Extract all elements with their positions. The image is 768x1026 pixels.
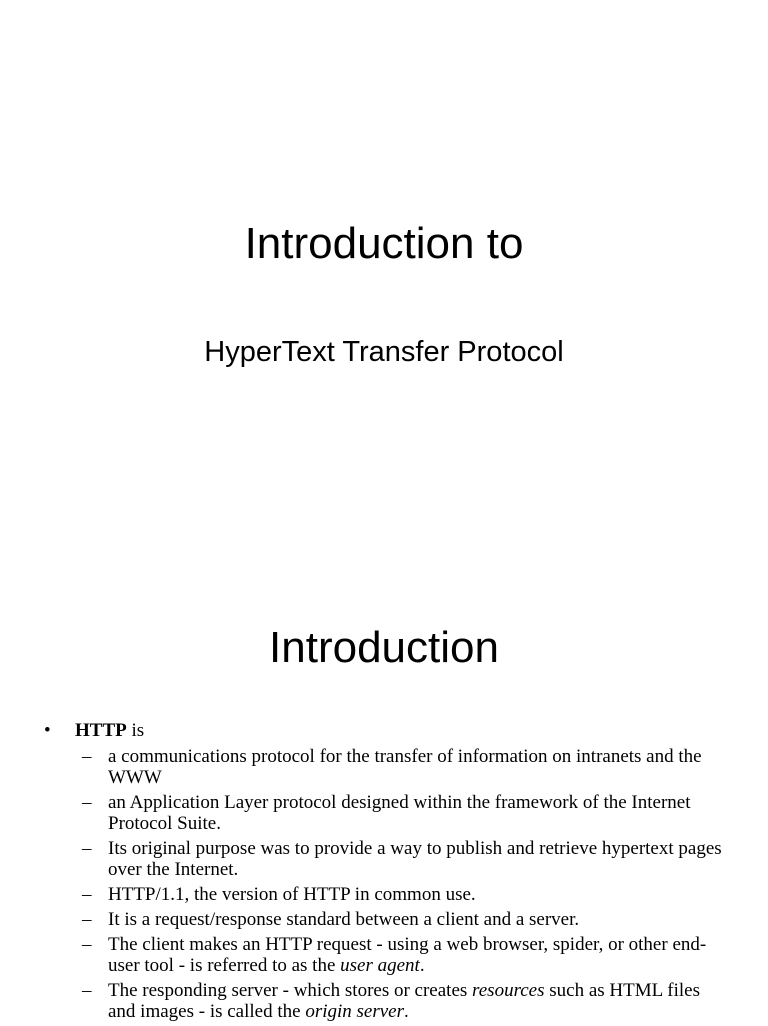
text-run: Its original purpose was to provide a way to publish and retrieve hypertext pages over the Internet.: [108, 838, 722, 880]
sub-bullet-item: [0, 909, 768, 930]
bullet-item: [0, 720, 768, 746]
sub-bullet-text: [108, 909, 579, 930]
sub-bullet-marker: –: [82, 909, 92, 930]
sub-bullet-text: [108, 792, 690, 834]
slide-body: [0, 720, 768, 1026]
text-run: HTTP/1.1, the version of HTTP in common use.: [108, 884, 476, 905]
text-run: .: [404, 1001, 409, 1022]
sub-bullet-text: [108, 980, 700, 1022]
introduction-slide: [0, 560, 768, 1024]
sub-bullet-list: [0, 746, 768, 1022]
sub-bullet-text: [108, 884, 476, 905]
text-run: such as HTML files and images - is called the: [108, 980, 701, 1022]
sub-bullet-item: [0, 838, 768, 880]
italic-term: user agent: [340, 955, 420, 976]
sub-bullet-text: [108, 934, 706, 976]
slide-heading: Introduction: [269, 623, 499, 672]
sub-bullet-marker: –: [82, 746, 92, 767]
sub-bullet-marker: –: [82, 934, 92, 955]
italic-term: origin server: [305, 1001, 405, 1022]
text-run: .: [419, 955, 425, 976]
text-run: The client makes an HTTP request - using a web browser, spider, or other end-user tool - is referred to as the: [108, 934, 707, 976]
text-run: The responding server - which stores or creates: [108, 980, 473, 1001]
slide-title: Introduction to: [244, 219, 524, 268]
sub-bullet-text: [108, 746, 702, 788]
sub-bullet-item: [0, 980, 768, 1022]
sub-bullet-item: [0, 746, 768, 788]
slide-subtitle: HyperText Transfer Protocol: [204, 336, 564, 368]
sub-bullet-item: [0, 884, 768, 905]
bullet-bold-term: HTTP: [75, 720, 127, 741]
bullet-marker: •: [44, 720, 51, 741]
italic-term: resources: [472, 980, 545, 1001]
text-run: It is a request/response standard between a client and a server.: [108, 909, 580, 930]
text-run: an Application Layer protocol designed within the framework of the Internet Protocol Suite.: [108, 792, 691, 834]
text-run: a communications protocol for the transfer of information on intranets and the WWW: [108, 746, 702, 788]
sub-bullet-text: [108, 838, 722, 880]
sub-bullet-marker: –: [82, 884, 92, 905]
sub-bullet-marker: –: [82, 838, 92, 859]
sub-bullet-item: [0, 792, 768, 834]
sub-bullet-marker: –: [82, 792, 92, 813]
sub-bullet-marker: –: [82, 980, 92, 1001]
bullet-text: is: [126, 720, 145, 741]
sub-bullet-item: [0, 934, 768, 976]
